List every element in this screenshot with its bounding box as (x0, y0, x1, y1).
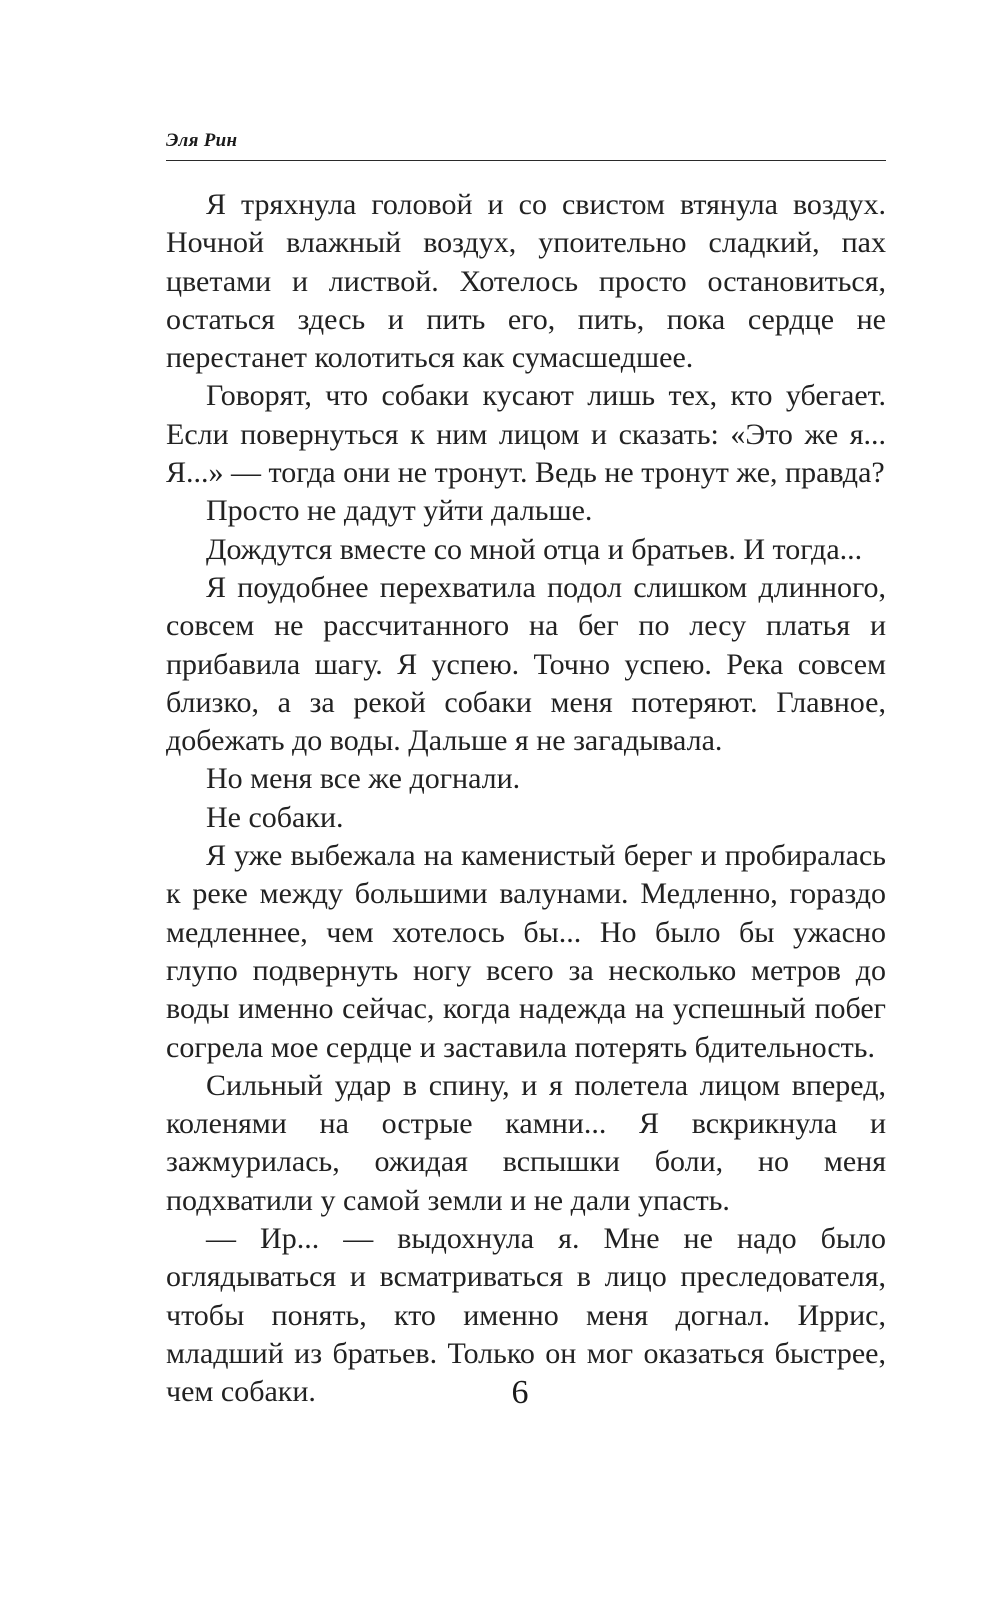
paragraph: Я тряхнула головой и со свистом втянула воздух. Ночной влажный воздух, упоительно сладкий, пах цветами и листвой. Хотелось просто остановиться, остаться здесь и пить его, пить, пока сердце не перестанет колотиться как сумасшедшее. (166, 188, 886, 375)
page-number: 6 (511, 1374, 529, 1411)
running-header (166, 126, 886, 161)
paragraph: — Ир... — выдохнула я. Мне не надо было оглядываться и всматриваться в лицо преследователя, чтобы понять, кто именно меня догнал. Иррис, младший из братьев. Только он мог оказаться быстрее, чем собаки. (166, 1222, 886, 1409)
paragraph: Не собаки. (206, 800, 344, 834)
paragraph: Я уже выбежала на каменистый берег и пробиралась к реке между большими валунами. Медленно, гораздо медленнее, чем хотелось бы... Но было бы ужасно глупо подвернуть ногу всего за несколько метров до воды именно сейчас, когда надежда на успешный побег согрела мое сердце и заставила потерять бдительность. (166, 839, 886, 1064)
paragraph: Говорят, что собаки кусают лишь тех, кто убегает. Если повернуться к ним лицом и сказать: «Это же я... Я...» — тогда они не тронут. Ведь не тронут же, правда? (166, 379, 886, 490)
paragraph: Но меня все же догнали. (206, 762, 521, 796)
author-name: Эля Рин (166, 130, 238, 151)
body-text (166, 186, 886, 1412)
paragraph: Просто не дадут уйти дальше. (206, 494, 593, 528)
paragraph: Сильный удар в спину, и я полетела лицом вперед, коленями на острые камни... Я вскрикнула и зажмурилась, ожидая вспышки боли, но меня подхватили у самой земли и не дали упасть. (166, 1068, 886, 1217)
paragraph: Я поудобнее перехватила подол слишком длинного, совсем не рассчитанного на бег по лесу платья и прибавила шагу. Я успею. Точно успею. Река совсем близко, а за рекой собаки меня потеряют. Главное, добежать до воды. Дальше я не загадывала. (166, 570, 886, 758)
paragraph: Дождутся вместе со мной отца и братьев. И тогда... (206, 532, 863, 566)
